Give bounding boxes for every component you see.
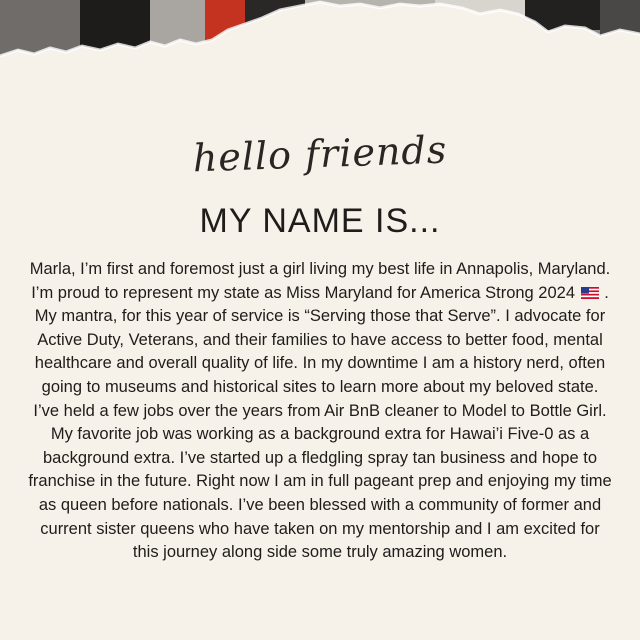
us-flag-icon <box>581 283 599 295</box>
bio-text-part-1: Marla, I’m first and foremost just a girl living my best life in Annapolis, Maryland. I’m proud to represent my state as Miss Maryland for America Strong 2024 <box>29 260 611 302</box>
torn-photo-strip <box>0 0 640 70</box>
photo-strip-graphic <box>0 0 640 70</box>
script-greeting: hello friends <box>192 127 448 181</box>
bio-text-part-2: . My mantra, for this year of service is “Serving those that Serve”. I advocate for Active Duty, Veterans, and their families to have access to better food, mental healthcare and overall quality of life. In my downtime I am a history nerd, often going to museums and historical sites to learn more about my beloved state. I’ve held a few jobs over the years from Air BnB cleaner to Model to Bottle Girl. My favorite job was working as a background extra for Hawai’i Five-0 as a background extra. I’ve started up a fledgling spray tan business and hope to franchise in the future. Right now I am in full pageant prep and enjoying my time as queen before nationals. I’ve been blessed with a community of former and current sister queens who have taken on my mentorship and I am excited for this journey along side some truly amazing women. <box>28 283 612 562</box>
bio-paragraph <box>28 258 612 565</box>
page-title: MY NAME IS... <box>199 202 441 240</box>
